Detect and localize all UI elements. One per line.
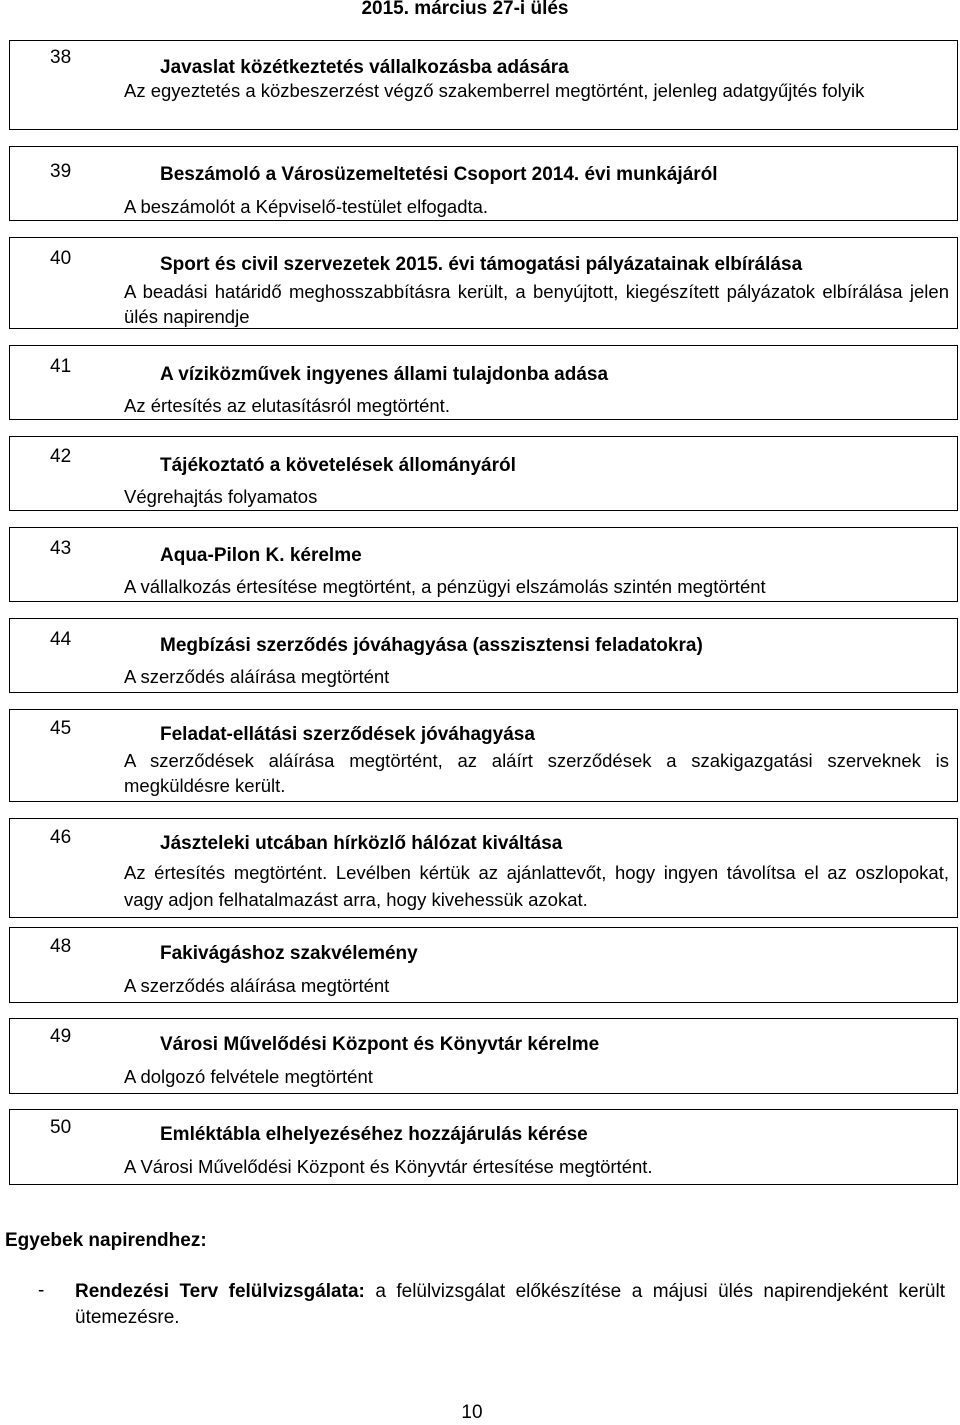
agenda-item-44 bbox=[9, 618, 958, 693]
item-title: A víziközművek ingyenes állami tulajdonba adása bbox=[160, 364, 609, 385]
item-number: 45 bbox=[50, 718, 72, 739]
item-description: A Városi Művelődési Központ és Könyvtár értesítése megtörtént. bbox=[124, 1156, 653, 1177]
bullet-marker: - bbox=[38, 1280, 45, 1301]
agenda-item-45 bbox=[9, 709, 958, 802]
item-title: Javaslat közétkeztetés vállalkozásba adására bbox=[160, 57, 569, 78]
item-number: 41 bbox=[50, 356, 72, 377]
item-number: 43 bbox=[50, 538, 72, 559]
page-number-text: 10 bbox=[461, 1402, 483, 1423]
item-description: A szerződés aláírása megtörtént bbox=[124, 666, 390, 687]
agenda-item-40 bbox=[9, 237, 958, 329]
bullet-body-text: a felülvizsgálat előkészítése a májusi ülés napirendjeként került ütemezésre. bbox=[75, 1281, 945, 1328]
item-title: Emléktábla elhelyezéséhez hozzájárulás kérése bbox=[160, 1124, 588, 1145]
agenda-item-41 bbox=[9, 345, 958, 420]
bullet-bold-label: Rendezési Terv felülvizsgálata: bbox=[75, 1281, 365, 1302]
item-number: 48 bbox=[50, 936, 72, 957]
item-title: Megbízási szerződés jóváhagyása (asszisztensi feladatokra) bbox=[160, 635, 703, 656]
item-description: Az értesítés megtörtént. Levélben kértük az ajánlattevőt, hogy ingyen távolítsa el az oszlopokat, vagy adjon felhatalmazást arra, hogy kivehessük azokat. bbox=[124, 862, 949, 910]
other-agenda-bullet bbox=[75, 1279, 945, 1331]
item-title: Városi Művelődési Központ és Könyvtár kérelme bbox=[160, 1034, 600, 1055]
agenda-item-46 bbox=[9, 818, 958, 918]
item-title: Feladat-ellátási szerződések jóváhagyása bbox=[160, 724, 535, 745]
item-description: A beszámolót a Képviselő-testület elfogadta. bbox=[124, 196, 489, 217]
item-title: Jászteleki utcában hírközlő hálózat kiváltása bbox=[160, 833, 563, 854]
item-description: Az értesítés az elutasításról megtörtént. bbox=[124, 395, 450, 416]
item-number: 39 bbox=[50, 161, 72, 182]
item-title: Beszámoló a Városüzemeltetési Csoport 2014. évi munkájáról bbox=[160, 164, 718, 185]
item-title: Fakivágáshoz szakvélemény bbox=[160, 943, 418, 964]
item-number: 40 bbox=[50, 248, 72, 269]
item-title: Sport és civil szervezetek 2015. évi támogatási pályázatainak elbírálása bbox=[160, 254, 803, 275]
item-number: 42 bbox=[50, 446, 72, 467]
agenda-item-38 bbox=[9, 40, 958, 130]
item-number: 49 bbox=[50, 1026, 72, 1047]
item-description: A vállalkozás értesítése megtörtént, a pénzügyi elszámolás szintén megtörtént bbox=[124, 576, 766, 597]
item-number: 50 bbox=[50, 1117, 72, 1138]
item-description: A szerződés aláírása megtörtént bbox=[124, 975, 390, 996]
item-description: A szerződések aláírása megtörtént, az aláírt szerződések a szakigazgatási szerveknek is megküldésre került. bbox=[124, 750, 949, 796]
item-description: A beadási határidő meghosszabbításra került, a benyújtott, kiegészített pályázatok elbírálása jelen ülés napirendje bbox=[124, 281, 949, 327]
other-agenda-heading: Egyebek napirendhez: bbox=[5, 1230, 207, 1251]
item-description: Az egyeztetés a közbeszerzést végző szakemberrel megtörtént, jelenleg adatgyűjtés folyik bbox=[124, 80, 865, 101]
agenda-item-50 bbox=[9, 1109, 958, 1185]
item-description: A dolgozó felvétele megtörtént bbox=[124, 1066, 373, 1087]
meeting-heading-text: 2015. március 27-i ülés bbox=[361, 0, 569, 19]
item-description: Végrehajtás folyamatos bbox=[124, 486, 318, 507]
item-title: Aqua-Pilon K. kérelme bbox=[160, 545, 362, 566]
meeting-heading bbox=[0, 0, 960, 21]
item-number: 38 bbox=[50, 47, 72, 68]
item-number: 44 bbox=[50, 629, 72, 650]
agenda-item-49 bbox=[9, 1018, 958, 1094]
item-title: Tájékoztató a követelések állományáról bbox=[160, 455, 516, 476]
agenda-item-48 bbox=[9, 927, 958, 1003]
agenda-item-39 bbox=[9, 146, 958, 221]
item-number: 46 bbox=[50, 827, 72, 848]
agenda-item-42 bbox=[9, 436, 958, 511]
agenda-item-43 bbox=[9, 527, 958, 602]
page-number bbox=[0, 1401, 960, 1425]
